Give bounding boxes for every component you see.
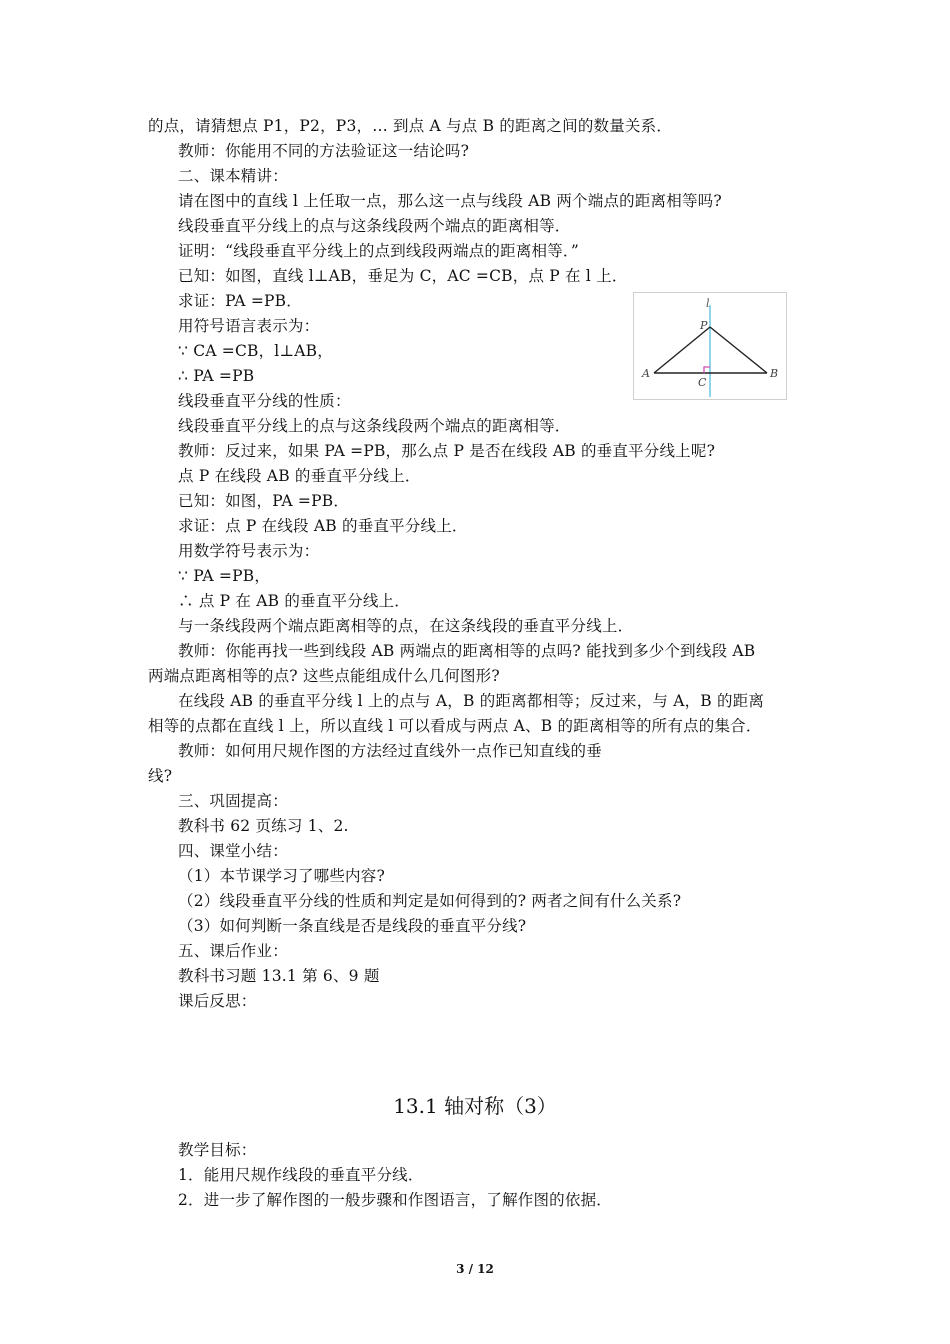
text-line: 教科书习题 13.1 第 6、9 题 <box>178 967 380 985</box>
text-line: 求证：点 P 在线段 AB 的垂直平分线上． <box>178 517 468 535</box>
section-title: 13.1 轴对称（3） <box>393 1094 557 1118</box>
text-line: 线段垂直平分线上的点与这条线段两个端点的距离相等． <box>178 217 571 235</box>
text-line: 相等的点都在直线 l 上，所以直线 l 可以看成与两点 A、B 的距离相等的所有点的集合． <box>148 717 762 735</box>
text-line: 求证：PA =PB． <box>178 292 302 310</box>
text-line: （1）本节课学习了哪些内容? <box>178 867 385 885</box>
section-heading: 四、课堂小结： <box>178 842 288 860</box>
text-line: 课后反思： <box>178 992 257 1010</box>
text-line: 的点，请猜想点 P1，P2，P3，… 到点 A 与点 B 的距离之间的数量关系． <box>148 117 673 135</box>
perpendicular-bisector-diagram <box>634 293 786 399</box>
label-p: P <box>700 319 708 332</box>
text-line: 1．能用尺规作线段的垂直平分线． <box>178 1166 424 1184</box>
text-line: ∴ 点 P 在 AB 的垂直平分线上． <box>178 592 410 610</box>
text-line: 在线段 AB 的垂直平分线 l 上的点与 A，B 的距离都相等；反过来，与 A，B 的距离 <box>178 692 765 710</box>
text-line: 教科书 62 页练习 1、2. <box>178 817 349 835</box>
text-line: （3）如何判断一条直线是否是线段的垂直平分线? <box>178 917 527 935</box>
text-line: 用符号语言表示为： <box>178 317 320 335</box>
text-line: 与一条线段两个端点距离相等的点，在这条线段的垂直平分线上． <box>178 617 634 635</box>
text-line: 教师：反过来，如果 PA =PB，那么点 P 是否在线段 AB 的垂直平分线上呢? <box>178 442 716 460</box>
text-line: ∴ PA =PB <box>178 367 255 385</box>
text-line: 点 P 在线段 AB 的垂直平分线上． <box>178 467 421 485</box>
text-line: （2）线段垂直平分线的性质和判定是如何得到的? 两者之间有什么关系? <box>178 892 682 910</box>
text-line: ∵ CA =CB，l⊥AB， <box>178 342 333 360</box>
geometry-figure <box>633 292 787 400</box>
text-line: 线段垂直平分线上的点与这条线段两个端点的距离相等． <box>178 417 571 435</box>
text-line: 请在图中的直线 l 上任取一点，那么这一点与线段 AB 两个端点的距离相等吗? <box>178 192 722 210</box>
text-line: 线? <box>148 767 173 785</box>
segment-pa <box>654 327 710 373</box>
text-line: 线段垂直平分线的性质： <box>178 392 351 410</box>
section-heading: 五、课后作业： <box>178 942 288 960</box>
segment-pb <box>710 327 767 373</box>
text-line: 已知：如图，直线 l⊥AB，垂足为 C，AC =CB，点 P 在 l 上． <box>178 267 628 285</box>
section-heading: 三、巩固提高： <box>178 792 288 810</box>
text-line: 用数学符号表示为： <box>178 542 320 560</box>
label-l: l <box>706 297 710 310</box>
text-line: 教师：你能用不同的方法验证这一结论吗? <box>178 142 470 160</box>
right-angle-mark <box>704 367 710 373</box>
text-line: 已知：如图，PA =PB． <box>178 492 350 510</box>
text-line: 教学目标： <box>178 1141 257 1159</box>
text-line: 教师：你能再找一些到线段 AB 两端点的距离相等的点吗? 能找到多少个到线段 AB <box>178 642 756 660</box>
label-c: C <box>698 376 707 389</box>
page-number: 3 / 12 <box>456 1262 494 1276</box>
text-line: ∵ PA =PB， <box>178 567 271 585</box>
section-heading: 二、课本精讲： <box>178 167 288 185</box>
label-b: B <box>770 367 779 380</box>
text-line: 两端点距离相等的点? 这些点能组成什么几何图形? <box>148 667 500 685</box>
text-line: 教师：如何用尺规作图的方法经过直线外一点作已知直线的垂 <box>178 742 602 760</box>
text-line: 证明：“线段垂直平分线上的点到线段两端点的距离相等．” <box>178 242 579 260</box>
text-line: 2．进一步了解作图的一般步骤和作图语言，了解作图的依据． <box>178 1191 612 1209</box>
label-a: A <box>642 367 650 380</box>
